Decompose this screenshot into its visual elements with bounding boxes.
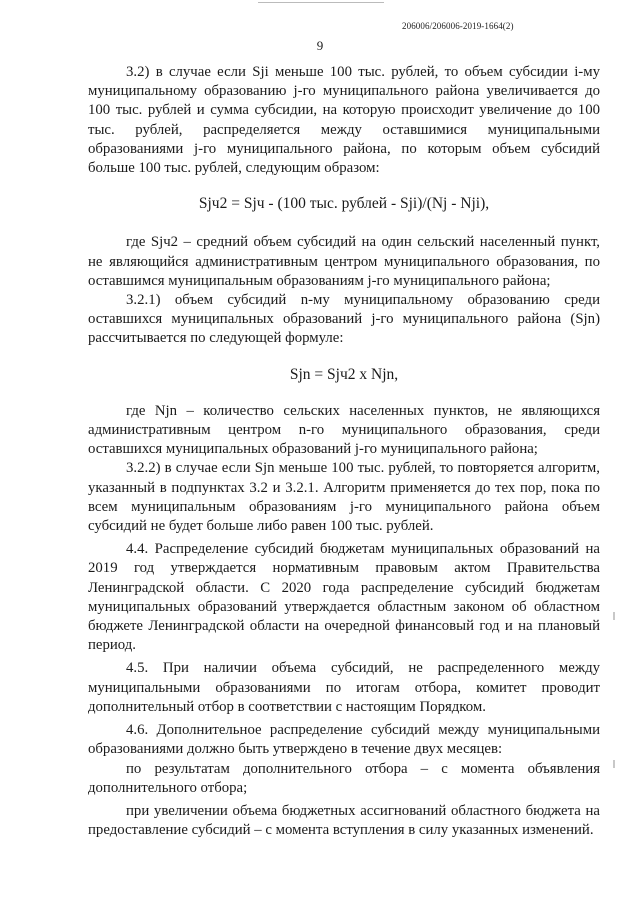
paragraph-budget-increase: при увеличении объема бюджетных ассигнований областного бюджета на предоставление субсидий – с момента вступления в силу указанных изменений. (88, 802, 600, 839)
document-body (88, 63, 600, 840)
paragraph-3-2: 3.2) в случае если Sji меньше 100 тыс. рублей, то объем субсидии i-му муниципальному образованию j-го муниципального района увеличивается до 100 тыс. рублей и сумма субсидии, на которую происходит увеличение до 100 тыс. рублей, распределяется между оставшимися муниципальными образованиями j-го муниципального района, по которым объем субсидий больше 100 тыс. рублей, следующим образом: (88, 64, 600, 177)
paragraph-3-2-1: 3.2.1) объем субсидий n-му муниципальному образованию среди оставшихся муниципальных образований j-го муниципального района (Sjn) рассчитывается по следующей формуле: (88, 292, 600, 347)
paragraph-additional-selection: по результатам дополнительного отбора – с момента объявления дополнительного отбора; (88, 760, 600, 796)
paragraph-4-6: 4.6. Дополнительное распределение субсидий между муниципальными образованиями должно быть утверждено в течение двух месяцев: (88, 722, 600, 758)
document-id: 206006/206006-2019-1664(2) (402, 21, 514, 31)
page-number: 9 (316, 38, 324, 53)
paragraph-4-4: 4.4. Распределение субсидий бюджетам муниципальных образований на 2019 год утверждается нормативным правовым актом Правительства Ленинградской области. С 2020 года распределение субсидий бюджетам муниципальных образований утверждается областным законом об областном бюджете Ленинградской области на очередной финансовый год и на плановый период. (88, 541, 600, 654)
paragraph-3-2-2: 3.2.2) в случае если Sjn меньше 100 тыс. рублей, то повторяется алгоритм, указанный в подпунктах 3.2 и 3.2.1. Алгоритм применяется до тех пор, пока по всем муниципальным образованиям j-го муниципального района объем субсидий не будет больше либо равен 100 тыс. рублей. (88, 460, 600, 535)
formula-sjch2: Sjч2 = Sjч - (100 тыс. рублей - Sji)/(Nj - Nji), (198, 195, 490, 213)
formula-sjn: Sjn = Sjч2 x Njn, (289, 365, 399, 383)
scan-margin-mark (613, 612, 615, 620)
paragraph-4-5: 4.5. При наличии объема субсидий, не распределенного между муниципальными образованиями по итогам отбора, комитет проводит дополнительный отбор в соответствии с настоящим Порядком. (88, 660, 600, 715)
scan-margin-mark (613, 760, 615, 768)
scan-top-mark (258, 2, 384, 3)
paragraph-where-sjch2: где Sjч2 – средний объем субсидий на один сельский населенный пункт, не являющийся административным центром муниципального образования, по оставшимся муниципальным образованиям j-го муниципального района; (88, 234, 600, 289)
paragraph-where-njn: где Njn – количество сельских населенных пунктов, не являющихся административным центром n-го муниципального образования, среди оставшихся муниципальных образований j-го муниципального района; (88, 402, 600, 458)
